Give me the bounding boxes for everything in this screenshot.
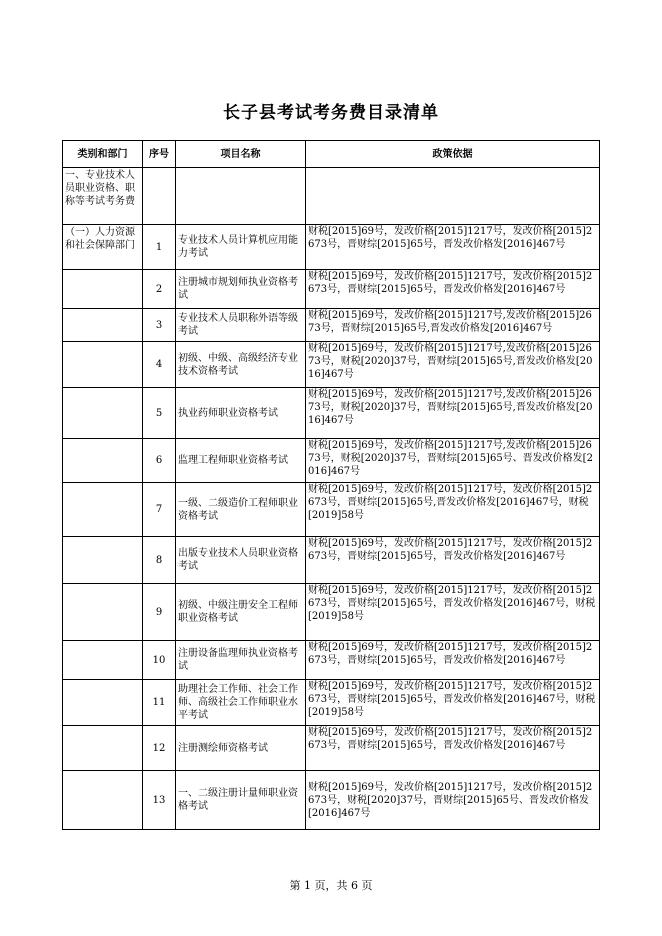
row-name: 执业药师职业资格考试 [176,388,306,439]
row-name: 专业技术人员计算机应用能力考试 [176,225,306,270]
row-seq: 4 [143,342,176,388]
row-seq: 8 [143,537,176,584]
row-policy: 财税[2015]69号，发改价格[2015]1217号，发改价格[2015]2673号，晋财综[2015]65号，晋发改价格发[2016]467号 [306,225,600,270]
row-policy: 财税[2015]69号，发改价格[2015]1217号,发改价格[2015]2673号，晋财综[2015]65号,晋发改价格发[2016]467号 [306,309,600,342]
table-row [63,483,600,537]
row-policy: 财税[2015]69号，发改价格[2015]1217号，发改价格[2015]2673号，财税[2020]37号，晋财综[2015]65号、晋发改价格发[2016]467号 [306,771,600,830]
row-policy: 财税[2015]69号，发改价格[2015]1217号,发改价格[2015]2673号，财税[2020]37号，晋财综[2015]65号,晋发改价格发[2016]467号 [306,342,600,388]
row-name: 注册城市规划师执业资格考试 [176,270,306,309]
table-row [63,225,600,270]
row-seq: 5 [143,388,176,439]
row-name: 专业技术人员职称外语等级考试 [176,309,306,342]
table-row [63,641,600,680]
row-seq: 3 [143,309,176,342]
row-policy: 财税[2015]69号，发改价格[2015]1217号，发改价格[2015]2673号，晋财综[2015]65号，晋发改价格发[2016]467号 [306,641,600,680]
row-name: 一、二级注册计量师职业资格考试 [176,771,306,830]
row-seq: 11 [143,680,176,726]
section-label: 一、专业技术人员职业资格、职称等考试考务费 [63,168,143,225]
table-row [63,439,600,483]
table-row [63,771,600,830]
row-policy: 财税[2015]69号，发改价格[2015]1217号，发改价格[2015]2673号，晋财综[2015]65号，晋发改价格发[2016]467号 [306,537,600,584]
row-name: 注册测绘师资格考试 [176,726,306,771]
row-policy: 财税[2015]69号，发改价格[2015]1217号，发改价格[2015]2673号，晋财综[2015]65号，晋发改价格发[2016]467号 [306,726,600,771]
row-name: 初级、中级注册安全工程师职业资格考试 [176,584,306,641]
row-seq: 7 [143,483,176,537]
row-policy: 财税[2015]69号，发改价格[2015]1217号，发改价格[2015]2673号，晋财综[2015]65号，晋发改价格发[2016]467号，财税[2019]58号 [306,584,600,641]
table-header-row [63,141,600,168]
row-name: 助理社会工作师、社会工作师、高级社会工作师职业水平考试 [176,680,306,726]
row-seq: 12 [143,726,176,771]
page-title: 长子县考试考务费目录清单 [223,103,439,123]
table-row [63,584,600,641]
row-name: 监理工程师职业资格考试 [176,439,306,483]
row-seq: 9 [143,584,176,641]
table-row [63,680,600,726]
section-row [63,168,600,225]
page-footer: 第 1 页，共 6 页 [289,879,373,892]
row-policy: 财税[2015]69号，发改价格[2015]1217号，发改价格[2015]2673号，晋财综[2015]65号，晋发改价格发[2016]467号 [306,270,600,309]
table-row [63,342,600,388]
row-name: 注册设备监理师执业资格考试 [176,641,306,680]
row-seq: 2 [143,270,176,309]
row-seq: 13 [143,771,176,830]
row-policy: 财税[2015]69号，发改价格[2015]1217号,发改价格[2015]2673号，财税[2020]37号，晋财综[2015]65号,晋发改价格发[2016]467号 [306,388,600,439]
header-seq: 序号 [143,141,176,168]
header-name: 项目名称 [176,141,306,168]
header-category: 类别和部门 [63,141,143,168]
row-name: 一级、二级造价工程师职业资格考试 [176,483,306,537]
header-policy: 政策依据 [306,141,600,168]
row-policy: 财税[2015]69号，发改价格[2015]1217号，发改价格[2015]2673号，晋财综[2015]65号,晋发改价格发[2016]467号，财税[2019]58号 [306,483,600,537]
row-seq: 6 [143,439,176,483]
table-row [63,388,600,439]
table-row [63,270,600,309]
row-policy: 财税[2015]69号，发改价格[2015]1217号,发改价格[2015]2673号，财税[2020]37号，晋财综[2015]65号、晋发改价格发[2016]467号 [306,439,600,483]
department-label: （一）人力资源和社会保障部门 [63,225,143,270]
table-row [63,537,600,584]
row-name: 初级、中级、高级经济专业技术资格考试 [176,342,306,388]
table-row [63,309,600,342]
fee-catalog-table [62,140,600,830]
row-policy: 财税[2015]69号，发改价格[2015]1217号，发改价格[2015]2673号，晋财综[2015]65号，晋发改价格发[2016]467号，财税[2019]58号 [306,680,600,726]
row-name: 出版专业技术人员职业资格考试 [176,537,306,584]
row-seq: 10 [143,641,176,680]
row-seq: 1 [143,225,176,270]
table-row [63,726,600,771]
